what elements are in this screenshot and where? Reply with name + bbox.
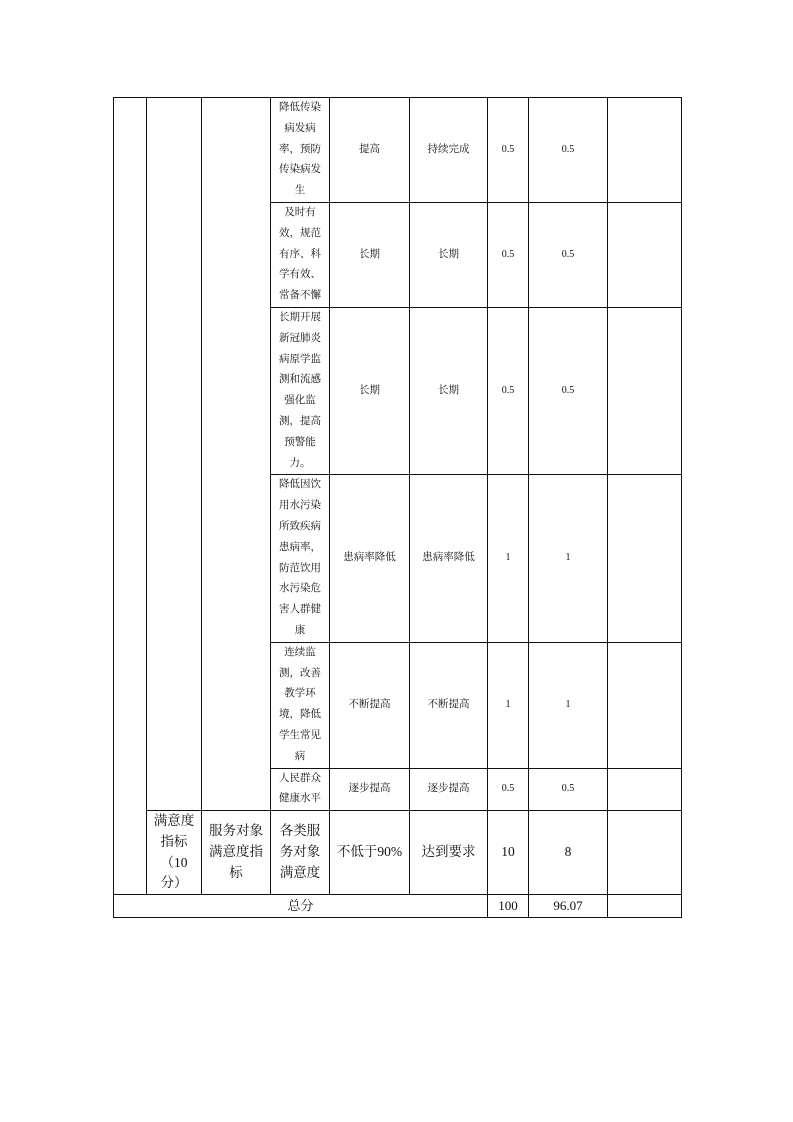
indicator-line: 及时有 [284,206,316,218]
target-value-cell: 不断提高 [330,642,410,768]
satisfaction-row [114,811,682,895]
weight-cell: 0.5 [488,202,529,307]
target-value-cell: 长期 [330,307,410,474]
indicator-line: 传染病发 [279,164,321,176]
actual-value-cell: 逐步提高 [410,768,488,811]
remark-cell [608,811,682,895]
indicator-line: 务对象 [279,844,321,860]
category-line: （10 [160,854,188,870]
indicator-line: 满意度 [279,865,321,881]
subcategory-line: 服务对象 [209,823,263,839]
weight-cell: 0.5 [488,768,529,811]
target-value-cell: 提高 [330,98,410,203]
indicator-line: 测和流感 [279,374,321,386]
remark-cell [608,475,682,642]
target-value-cell: 长期 [330,202,410,307]
remark-cell [608,642,682,768]
indicator-line: 人民群众 [279,772,321,784]
total-score: 96.07 [529,895,608,918]
indicator-line: 防范饮用 [279,562,321,574]
remark-cell [608,98,682,203]
indicator-line: 测，提高 [279,415,321,427]
actual-value-cell: 长期 [410,202,488,307]
score-cell: 8 [529,811,608,895]
weight-cell: 0.5 [488,307,529,474]
indicator-cell [271,202,330,307]
second-level-indicator-cell [147,98,202,811]
remark-cell [608,307,682,474]
indicator-line: 降低因饮 [279,479,321,491]
actual-value-cell: 持续完成 [410,98,488,203]
indicator-line: 病原学监 [279,353,321,365]
score-cell: 1 [529,475,608,642]
total-remark-cell [608,895,682,918]
weight-cell: 1 [488,475,529,642]
indicator-line: 有序、科 [279,248,321,260]
indicator-line: 学生常见 [279,729,321,741]
indicator-line: 康 [294,624,306,636]
category-line: 分） [160,875,188,891]
indicator-line: 新冠肺炎 [279,332,321,344]
subcategory-line: 标 [229,865,243,881]
indicator-line: 用水污染 [279,500,321,512]
indicator-line: 率，预防 [279,143,321,155]
indicator-cell [271,768,330,811]
indicator-line: 预警能 [284,436,316,448]
weight-cell: 10 [488,811,529,895]
satisfaction-category-cell [147,811,202,895]
weight-cell: 0.5 [488,98,529,203]
indicator-line: 病 [294,750,306,762]
target-value-cell: 逐步提高 [330,768,410,811]
indicator-line: 测，改善 [279,667,321,679]
total-label: 总分 [114,895,488,918]
table-row [114,98,682,203]
indicator-cell [271,307,330,474]
third-level-indicator-cell [202,98,271,811]
first-level-indicator-cell [114,98,147,895]
indicator-line: 生 [294,185,306,197]
total-weight: 100 [488,895,529,918]
score-cell: 0.5 [529,768,608,811]
indicator-line: 患病率， [279,541,321,553]
performance-score-table [113,97,682,918]
subcategory-line: 满意度指 [209,844,263,860]
weight-cell: 1 [488,642,529,768]
actual-value-cell: 长期 [410,307,488,474]
score-cell: 0.5 [529,202,608,307]
indicator-line: 健康水平 [279,793,321,805]
actual-value-cell: 不断提高 [410,642,488,768]
indicator-line: 连续监 [284,646,316,658]
indicator-line: 常备不懈 [279,290,321,302]
score-cell: 0.5 [529,307,608,474]
indicator-line: 强化监 [284,395,316,407]
target-value-cell: 患病率降低 [330,475,410,642]
indicator-cell [271,475,330,642]
indicator-line: 所致疾病 [279,520,321,532]
total-row [114,895,682,918]
indicator-line: 效，规范 [279,227,321,239]
satisfaction-subcategory-cell [202,811,271,895]
indicator-cell [271,811,330,895]
indicator-line: 水污染危 [279,583,321,595]
indicator-line: 病发病 [284,122,316,134]
indicator-line: 各类服 [279,823,321,839]
indicator-line: 教学环 [284,688,316,700]
score-cell: 1 [529,642,608,768]
indicator-line: 害人群健 [279,604,321,616]
score-cell: 0.5 [529,98,608,203]
remark-cell [608,768,682,811]
target-value-cell: 不低于90% [330,811,410,895]
indicator-cell [271,98,330,203]
indicator-line: 降低传染 [279,102,321,113]
indicator-line: 力。 [289,457,311,469]
actual-value-cell: 患病率降低 [410,475,488,642]
indicator-cell [271,642,330,768]
remark-cell [608,202,682,307]
indicator-line: 长期开展 [279,311,321,323]
indicator-line: 境，降低 [279,709,321,721]
category-line: 满意度 [153,813,195,829]
indicator-line: 学有效、 [279,269,321,281]
actual-value-cell: 达到要求 [410,811,488,895]
category-line: 指标 [160,833,188,849]
